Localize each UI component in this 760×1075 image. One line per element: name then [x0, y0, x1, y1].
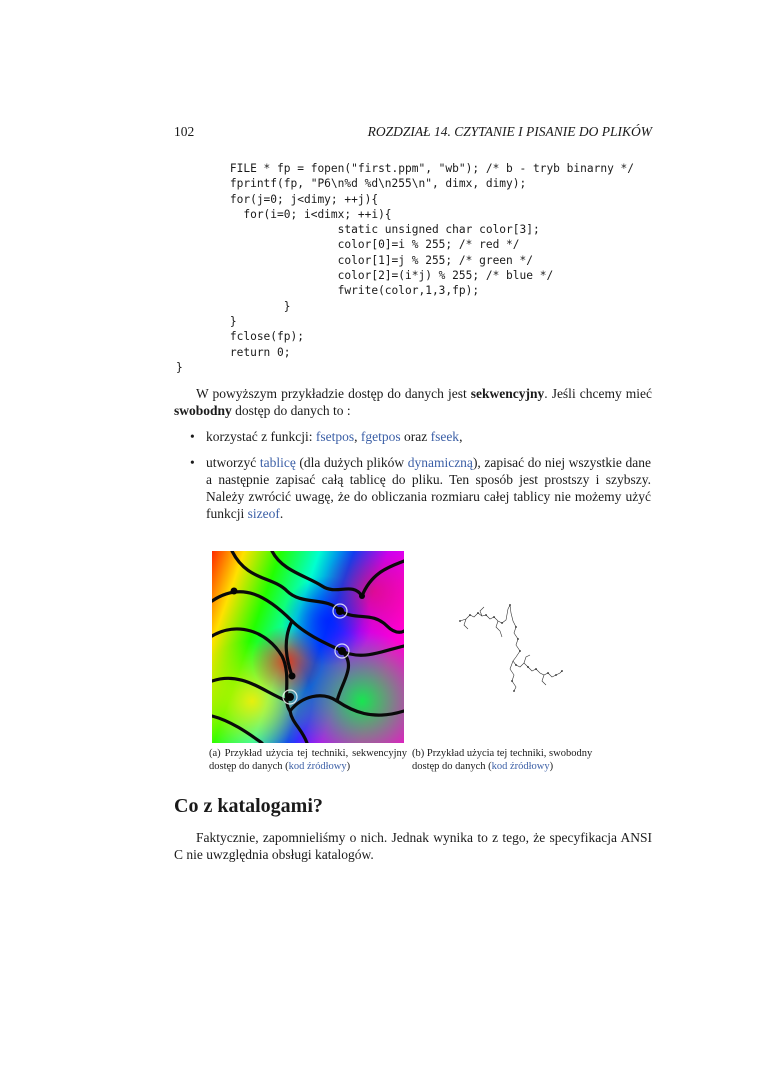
figure-b-sparse-sketch [458, 601, 566, 693]
figure-b-source-link[interactable]: kod źródłowy [491, 761, 550, 772]
link-sizeof[interactable]: sizeof [247, 506, 280, 521]
options-list [190, 428, 651, 531]
figure-b-caption: (b) Przykład użycia tej techniki, swobodny dostęp do danych (kod źródłowy) [412, 748, 593, 772]
section-paragraph: Faktycznie, zapomnieliśmy o nich. Jednak wynika to z tego, że specyfikacja ANSI C nie uwzględnia obsługi katalogów. [174, 830, 652, 862]
list-item: • utworzyć tablicę (dla dużych plików dynamiczną), zapisać do niej wszystkie dane a następnie zapisać całą tablicę do pliku. Ten sposób jest prostszy i szybszy. Należy zwrócić uwagę, że do obliczania rozmiaru całej tablicy nie możemy użyć funkcji sizeof. [190, 455, 651, 521]
code-listing: FILE * fp = fopen("first.ppm", "wb"); /* b - tryb binarny */ fprintf(fp, "P6\n%d %d\n255\n", dimx, dimy); for(j=0; j<dimy; ++j){ for(i=0; i<dimx; ++i){ static unsigned char color[3]; color[0]=i % 255; /* red */ color[1]=j % 255; /* green */ color[2]=(i*j) % 255; /* blue */ fwrite(color,1,3,fp); } } fclose(fp); return 0; } [176, 162, 635, 374]
link-fsetpos[interactable]: fsetpos [315, 429, 355, 444]
term-random: swobodny [174, 403, 232, 418]
running-title: ROZDZIAŁ 14. CZYTANIE I PISANIE DO PLIKÓW [367, 124, 652, 139]
page-number: 102 [174, 124, 195, 139]
bullet-icon: • [190, 455, 195, 470]
link-dynamiczna[interactable]: dynamiczną [407, 455, 473, 470]
term-sequential: sekwencyjny [470, 386, 545, 401]
link-fgetpos[interactable]: fgetpos [360, 429, 401, 444]
figure-a-color-field [212, 551, 404, 743]
link-fseek[interactable]: fseek [430, 429, 460, 444]
link-tablice[interactable]: tablicę [259, 455, 296, 470]
list-item: • korzystać z funkcji: fsetpos, fgetpos oraz fseek, [190, 429, 463, 444]
intro-text-1: W powyższym przykładzie dostęp do danych jest [196, 386, 471, 401]
figure-a-caption: (a) Przykład użycia tej techniki, sekwencyjny dostęp do danych (kod źródłowy) [209, 748, 407, 772]
section-heading: Co z katalogami? [174, 795, 323, 817]
intro-text-3: dostęp do danych to : [231, 403, 351, 418]
intro-text-2: . Jeśli chcemy mieć [544, 386, 652, 401]
bullet-icon: • [190, 429, 195, 444]
intro-paragraph [174, 385, 652, 419]
figure-a-source-link[interactable]: kod źródłowy [288, 761, 347, 772]
